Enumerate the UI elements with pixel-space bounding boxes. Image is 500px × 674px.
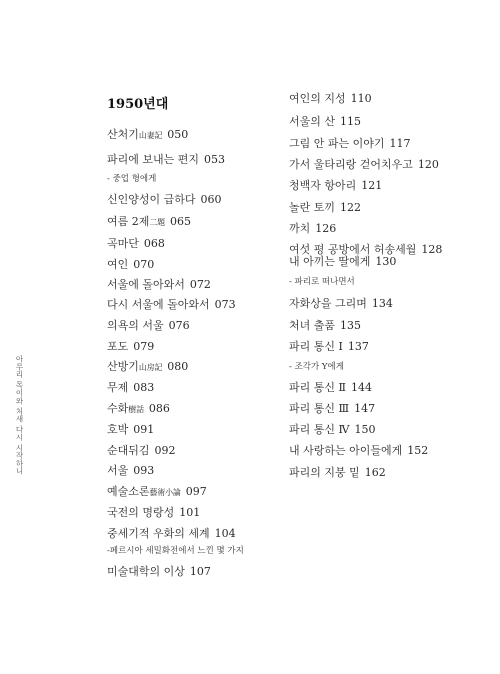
entry-title: 여인 bbox=[107, 258, 129, 271]
toc-entry bbox=[107, 153, 225, 167]
toc-entry bbox=[107, 319, 190, 333]
entry-title: 까치 bbox=[289, 222, 311, 235]
entry-title: 여인의 지성 bbox=[289, 92, 346, 105]
toc-subtitle bbox=[289, 275, 355, 289]
entry-page-number: 065 bbox=[169, 215, 191, 228]
entry-title: 포도 bbox=[107, 340, 129, 353]
entry-title: 처녀 출품 bbox=[289, 319, 336, 332]
toc-entry bbox=[289, 158, 439, 172]
entry-title: 여름 2제 bbox=[107, 215, 150, 228]
entry-title: 다시 서울에 돌아와서 bbox=[107, 298, 210, 311]
toc-entry bbox=[107, 298, 236, 312]
entry-hanja: 山妻記 bbox=[138, 131, 163, 140]
entry-page-number: 093 bbox=[133, 464, 155, 477]
entry-hanja: 樹話 bbox=[128, 405, 144, 414]
entry-page-number: 079 bbox=[133, 340, 155, 353]
entry-title: 순대뒤김 bbox=[107, 444, 150, 457]
entry-title: 서울의 산 bbox=[289, 115, 336, 128]
toc-entry bbox=[289, 137, 411, 151]
toc-entry bbox=[289, 92, 372, 106]
entry-title: 여섯 평 공방에서 허송세월 bbox=[289, 243, 417, 256]
toc-subtitle bbox=[107, 544, 244, 558]
toc-entry bbox=[107, 340, 154, 354]
toc-entry bbox=[107, 402, 170, 417]
entry-page-number: 068 bbox=[143, 237, 165, 250]
entry-page-number: 050 bbox=[167, 128, 189, 141]
entry-page-number: 147 bbox=[354, 402, 376, 415]
toc-entry bbox=[107, 215, 191, 230]
entry-page-number: 130 bbox=[375, 255, 397, 268]
entry-page-number: 070 bbox=[133, 258, 155, 271]
toc-entry bbox=[107, 527, 236, 541]
entry-page-number: 083 bbox=[133, 381, 155, 394]
toc-entry bbox=[107, 464, 154, 478]
toc-entry bbox=[289, 297, 393, 311]
entry-page-number: 120 bbox=[417, 158, 439, 171]
entry-title: 미술대학의 이상 bbox=[107, 565, 185, 578]
entry-page-number: 134 bbox=[371, 297, 393, 310]
entry-title: 곡마단 bbox=[107, 237, 139, 250]
toc-entry bbox=[107, 565, 211, 579]
entry-page-number: 076 bbox=[168, 319, 190, 332]
entry-title: 의욕의 서울 bbox=[107, 319, 164, 332]
entry-page-number: 135 bbox=[340, 319, 362, 332]
entry-title: 파리 통신 Ⅰ bbox=[289, 340, 343, 353]
entry-title: -페르시아 세밀화전에서 느낀 몇 가지 bbox=[107, 546, 244, 556]
entry-title: 신인양성이 급하다 bbox=[107, 193, 196, 206]
entry-page-number: 137 bbox=[347, 340, 369, 353]
entry-title: 산방기 bbox=[107, 360, 139, 373]
entry-title: 내 아끼는 딸에게 bbox=[289, 255, 371, 268]
entry-title: 서울에 돌아와서 bbox=[107, 278, 185, 291]
entry-title: 그림 안 파는 이야기 bbox=[289, 137, 385, 150]
entry-title: 국전의 명랑성 bbox=[107, 506, 175, 519]
toc-entry bbox=[107, 444, 176, 458]
entry-page-number: 101 bbox=[179, 506, 201, 519]
toc-entry bbox=[107, 278, 211, 292]
entry-title: 서울 bbox=[107, 464, 129, 477]
entry-page-number: 060 bbox=[200, 193, 222, 206]
section-title: 1950년대 bbox=[107, 97, 169, 112]
entry-page-number: 144 bbox=[350, 381, 372, 394]
entry-title: 내 사랑하는 아이들에게 bbox=[289, 444, 403, 457]
entry-page-number: 097 bbox=[185, 485, 207, 498]
toc-entry bbox=[107, 258, 154, 272]
toc-entry bbox=[289, 319, 361, 333]
entry-title: 파리 통신 Ⅳ bbox=[289, 423, 350, 436]
entry-hanja: 山房記 bbox=[138, 363, 163, 372]
toc-entry bbox=[107, 193, 222, 207]
entry-title: 놀란 토끼 bbox=[289, 201, 336, 214]
entry-page-number: 092 bbox=[154, 444, 176, 457]
toc-entry bbox=[289, 179, 382, 193]
entry-title: 무제 bbox=[107, 381, 129, 394]
toc-entry bbox=[107, 128, 188, 143]
entry-hanja: 二題 bbox=[149, 218, 165, 227]
toc-subtitle bbox=[107, 172, 156, 186]
toc-entry bbox=[289, 340, 369, 354]
entry-page-number: 104 bbox=[214, 527, 236, 540]
entry-title: - 중업 형에게 bbox=[107, 174, 157, 184]
toc-entry bbox=[289, 115, 361, 129]
entry-page-number: 150 bbox=[354, 423, 376, 436]
entry-page-number: 072 bbox=[189, 278, 211, 291]
entry-title: 중세기적 우화의 세계 bbox=[107, 527, 210, 540]
entry-title: 자화상을 그리며 bbox=[289, 297, 367, 310]
entry-title: 호박 bbox=[107, 423, 129, 436]
toc-entry bbox=[107, 360, 188, 375]
entry-page-number: 117 bbox=[389, 137, 411, 150]
toc-entry bbox=[289, 201, 361, 215]
entry-title: 파리에 보내는 편지 bbox=[107, 153, 200, 166]
running-side-text: 아무리 목이와 처새 다시 시작하니 bbox=[15, 355, 24, 475]
entry-title: 파리의 지붕 밑 bbox=[289, 466, 360, 479]
toc-entry bbox=[289, 255, 396, 269]
toc-entry bbox=[107, 237, 165, 251]
toc-entry bbox=[289, 423, 376, 437]
entry-page-number: 080 bbox=[167, 360, 189, 373]
toc-entry bbox=[289, 222, 336, 236]
entry-page-number: 110 bbox=[350, 92, 372, 105]
entry-page-number: 152 bbox=[407, 444, 429, 457]
entry-title: 가서 울타리랑 걷어치우고 bbox=[289, 158, 413, 171]
entry-page-number: 086 bbox=[148, 402, 170, 415]
entry-title: 산처기 bbox=[107, 128, 139, 141]
toc-entry bbox=[107, 381, 154, 395]
toc-entry bbox=[107, 506, 200, 520]
toc-entry bbox=[107, 423, 154, 437]
entry-title: - 조각가 Y에게 bbox=[289, 362, 344, 372]
toc-entry bbox=[107, 485, 207, 500]
entry-page-number: 122 bbox=[340, 201, 362, 214]
toc-entry bbox=[289, 466, 386, 480]
entry-page-number: 162 bbox=[364, 466, 386, 479]
toc-entry bbox=[289, 381, 372, 395]
toc-subtitle bbox=[289, 360, 344, 374]
toc-entry bbox=[289, 402, 375, 416]
entry-page-number: 107 bbox=[189, 565, 211, 578]
entry-page-number: 091 bbox=[133, 423, 155, 436]
entry-title: 예술소론 bbox=[107, 485, 150, 498]
entry-page-number: 073 bbox=[214, 298, 236, 311]
entry-page-number: 053 bbox=[204, 153, 226, 166]
entry-page-number: 115 bbox=[340, 115, 362, 128]
entry-title: 수화 bbox=[107, 402, 129, 415]
entry-title: 청백자 항아리 bbox=[289, 179, 357, 192]
entry-page-number: 128 bbox=[421, 243, 443, 256]
entry-title: - 파리로 떠나면서 bbox=[289, 277, 355, 287]
entry-page-number: 121 bbox=[361, 179, 383, 192]
entry-title: 파리 통신 Ⅱ bbox=[289, 381, 346, 394]
entry-hanja: 藝術小論 bbox=[149, 488, 181, 497]
toc-entry bbox=[289, 444, 428, 458]
entry-page-number: 126 bbox=[315, 222, 337, 235]
entry-title: 파리 통신 Ⅲ bbox=[289, 402, 350, 415]
